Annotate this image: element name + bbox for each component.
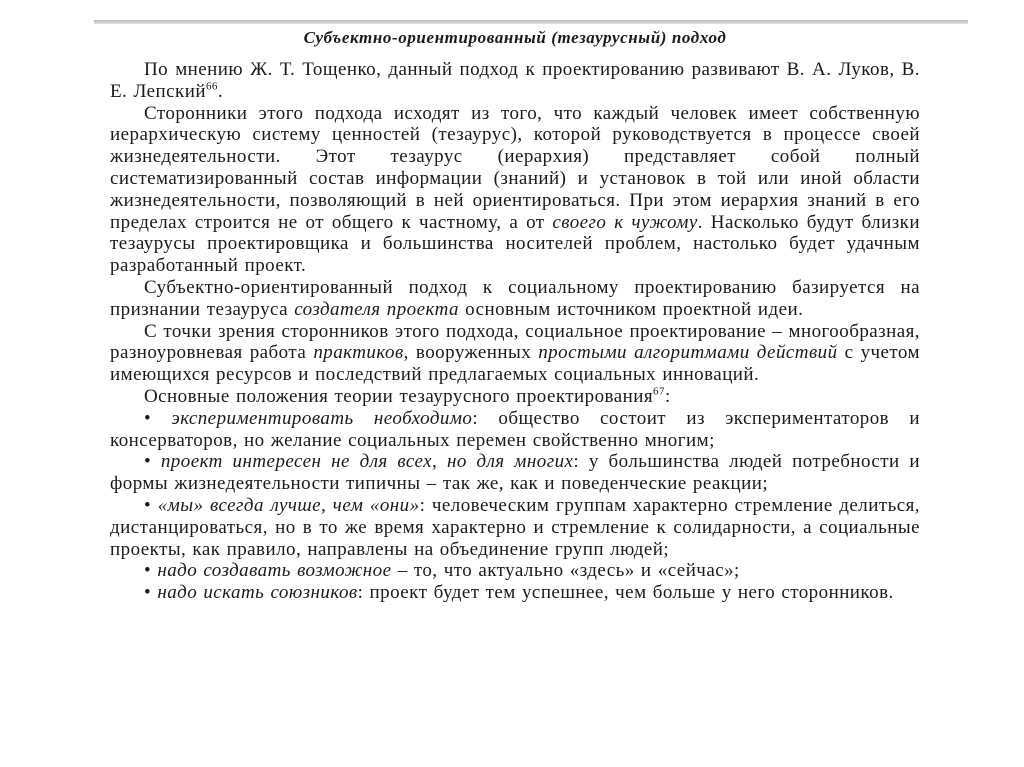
bullet-text: : у большинства людей потребности и формы жизнедеятельности типичны – так же, как и поведенческие реакции; bbox=[110, 451, 920, 495]
paragraph-practitioners-emphasis-1: практиков bbox=[313, 342, 404, 364]
top-border-line bbox=[94, 20, 968, 24]
paragraph-principles-suffix: : bbox=[664, 385, 671, 407]
paragraph-principles-intro bbox=[110, 386, 920, 408]
bullet-text: : человеческим группам характерно стремление делиться, дистанцироваться, но в то же время характерно и стремление к солидарности, а социальные проекты, как правило, направлены на объединение групп людей; bbox=[110, 494, 920, 560]
bullet-item bbox=[110, 408, 920, 452]
bullet-marker: • bbox=[144, 407, 152, 429]
paragraph-authors-text: По мнению Ж. Т. Тощенко, данный подход к проектированию развивают В. А. Луков, В. Е. Лепский bbox=[110, 59, 920, 102]
paragraph-practitioners-text-b: , вооруженных bbox=[403, 342, 539, 364]
paragraph-authors: По мнению Ж. Т. Тощенко, данный подход к проектированию развивают В. А. Луков, В. Е. Лепский$^{66}$. bbox=[110, 59, 920, 102]
bullet-marker: • bbox=[144, 494, 152, 516]
document-page bbox=[110, 28, 920, 604]
bullet-item bbox=[110, 582, 920, 604]
paragraph-practitioners-text-c: с учетом имеющихся ресурсов и последствий предлагаемых социальных инноваций. bbox=[110, 342, 920, 386]
paragraph-thesaurus-text-a: Сторонники этого подхода исходят из того, что каждый человек имеет собственную иерархическую систему ценностей (тезаурус), которой руководствуется в процессе своей жизнедеятельности. Этот тезаурус (иерархия) представляет собой полный систематизированный состав информации (знаний) и установок в той или иной области жизнедеятельности, позволяющий в ней ориентироваться. При этом иерархия знаний в его пределах строится не от общего к частному, а от bbox=[110, 102, 920, 233]
bullet-item bbox=[110, 495, 920, 560]
bullet-marker: • bbox=[144, 451, 152, 473]
bullet-emphasis: проект интересен не для всех, но для многих bbox=[160, 451, 574, 473]
footnote-67: 67 bbox=[653, 385, 665, 398]
bullet-marker: • bbox=[144, 582, 152, 604]
paragraph-thesaurus-emphasis: своего к чужому bbox=[552, 211, 698, 233]
paragraph-practitioners-emphasis-2: простыми алгоритмами действий bbox=[538, 342, 838, 364]
paragraph-practitioners-text-a: С точки зрения сторонников этого подхода, социальное проектирование – многообразная, разноуровневая работа bbox=[110, 320, 920, 364]
bullet-emphasis: экспериментировать необходимо bbox=[171, 407, 473, 429]
paragraph-subject-text-b: основным источником проектной идеи. bbox=[458, 298, 804, 320]
paragraph-thesaurus-text-b: . Насколько будут близки тезаурусы проектировщика и большинства носителей проблем, настолько будет удачным разработанный проект. bbox=[110, 211, 920, 277]
bullet-text: : проект будет тем успешнее, чем больше у него сторонников. bbox=[357, 582, 894, 604]
bullet-item bbox=[110, 451, 920, 495]
section-title: Субъектно-ориентированный (тезаурусный) подход bbox=[303, 28, 727, 47]
bullet-text: – то, что актуально «здесь» и «сейчас»; bbox=[391, 560, 740, 582]
bullet-emphasis: надо создавать возможное bbox=[157, 560, 392, 582]
bullet-item bbox=[110, 560, 920, 582]
paragraph-subject-emphasis: создателя проекта bbox=[294, 298, 459, 320]
paragraph-thesaurus bbox=[110, 103, 920, 277]
paragraph-subject-text-a: Субъектно-ориентированный подход к социальному проектированию базируется на признании тезауруса bbox=[110, 276, 920, 320]
bullet-text: : общество состоит из экспериментаторов и консерваторов, но желание социальных перемен свойственно многим; bbox=[110, 407, 920, 451]
paragraph-subject-approach bbox=[110, 277, 920, 321]
bullet-emphasis: «мы» всегда лучше, чем «они» bbox=[157, 494, 420, 516]
footnote-66: 66 bbox=[205, 80, 218, 93]
bullet-emphasis: надо искать союзников bbox=[157, 582, 358, 604]
paragraph-practitioners bbox=[110, 321, 920, 386]
bullet-marker: • bbox=[144, 560, 152, 582]
paragraph-principles-text: Основные положения теории тезаурусного проектирования bbox=[144, 385, 654, 407]
